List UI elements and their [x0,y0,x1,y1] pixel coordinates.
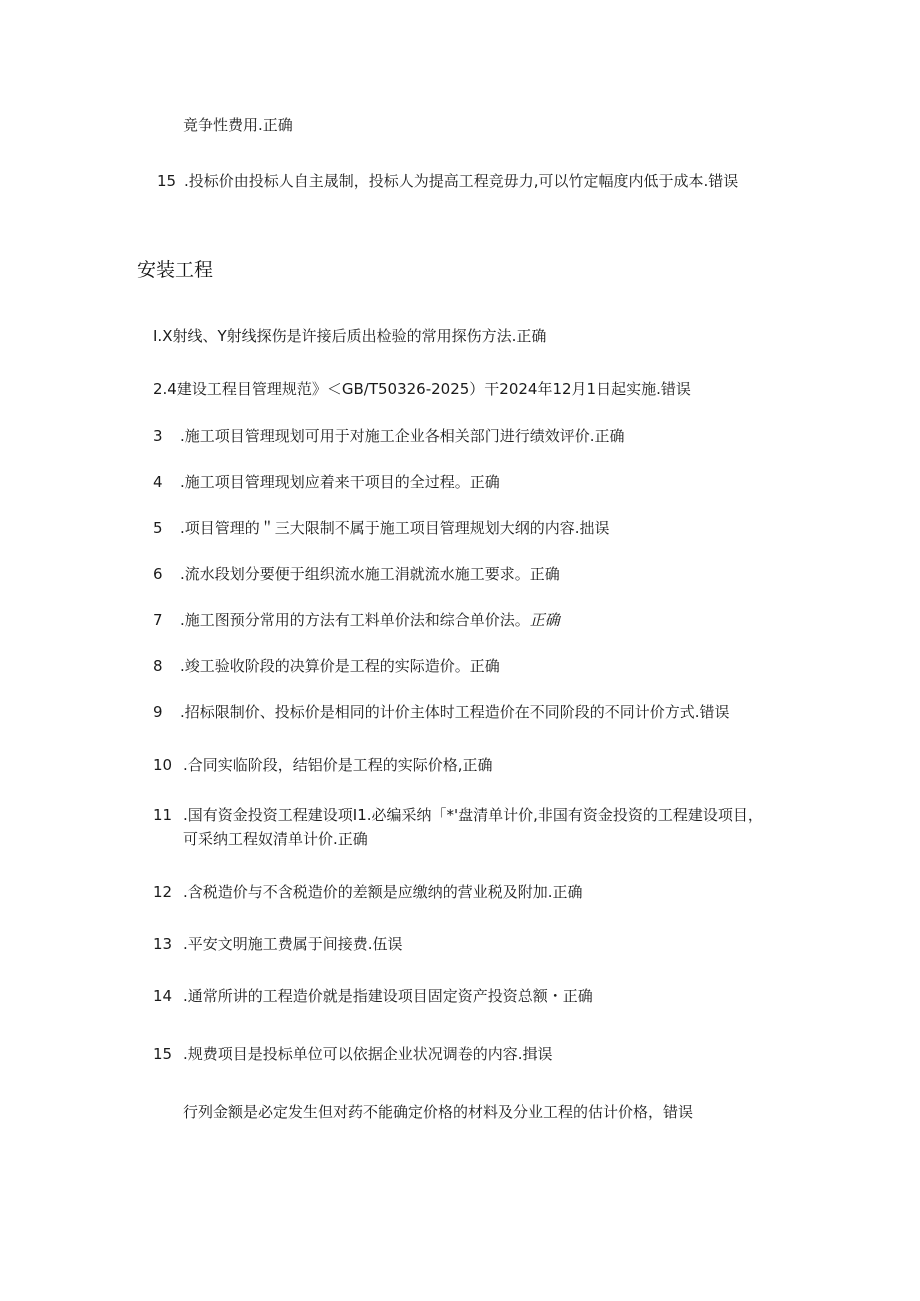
item-text: .施工项目管理现划可用于对施工企业各相关部门进行绩效评价.正确 [180,427,625,445]
item-number: 10 [153,756,173,774]
item-suffix: 正确 [529,611,560,629]
item-number: 13 [153,935,173,953]
item-number: 3 [153,427,163,445]
item-text: .含税造价与不含税造价的差额是应缴纳的营业税及附加.正确 [183,883,583,901]
section-heading: 安装工程 [137,259,214,281]
list-item-7 [153,609,560,631]
list-item-1 [153,325,546,347]
list-item-3 [153,425,625,447]
list-item-11-continued: 可采纳工程奴清单计价.正确 [183,830,368,848]
item-text: .投标价由投标人自主晟制，投标人为提高工程竞毋力,可以竹定幅度内低于成本.错误 [184,172,739,190]
item-text: I.X射线、Y射线探伤是许接后质出检验的常用探伤方法.正确 [153,327,547,345]
item-text: .国有资金投资工程建设项I1.必编采纳「*'盘清单计价,非国有资金投资的工程建设项目， [183,806,763,824]
item-number: 11 [153,806,173,824]
item-number: 9 [153,703,163,721]
list-item-15 [153,1043,553,1065]
item-number: 15 [153,1045,173,1063]
list-item-11 [153,804,763,826]
list-item-5 [153,517,610,539]
continuation-text: 竟争性费用.正确 [183,116,293,134]
list-item-13 [153,933,403,955]
item-text: 2.4建设工程目管理规范》＜GB/T50326-2025）干2024年12月1日起实施.错误 [153,380,691,398]
item-text: .平安文明施工费属于间接费.伍误 [183,935,403,953]
footer-text: 行列金额是必定发生但对药不能确定价格的材料及分业工程的估计价格，错误 [183,1103,694,1121]
item-number: 5 [153,519,163,537]
item-number: 12 [153,883,173,901]
item-number: 8 [153,657,163,675]
list-item-12 [153,881,583,903]
list-item-9 [153,701,730,723]
item-text: .施工项目管理现划应着来干项目的全过程。正确 [180,473,500,491]
list-item-6 [153,563,560,585]
item-text: .流水段划分要便于组织流水施工涓就流水施工要求。正确 [180,565,560,583]
item-text: .规费项目是投标单位可以依据企业状况调卷的内容.揖误 [183,1045,553,1063]
item-text: .施工图预分常用的方法有工料单价法和综合单价法。 [180,611,530,629]
item-text: .通常所讲的工程造价就是指建设项目固定资产投资总额・正确 [183,987,593,1005]
list-item-4 [153,471,500,493]
item-text: .招标限制价、投标价是相同的计价主体时工程造价在不同阶段的不同计价方式.错误 [180,703,730,721]
top-item-15 [157,170,738,192]
list-item-10 [153,754,493,776]
item-text: .合同实临阶段，结铝价是工程的实际价格,正确 [183,756,493,774]
item-text: .项目管理的＂三大限制不属于施工项目管理规划大纲的内容.拙误 [180,519,610,537]
item-number: 7 [153,611,163,629]
item-number: 6 [153,565,163,583]
item-number: 4 [153,473,163,491]
item-number: 14 [153,987,173,1005]
list-item-8 [153,655,500,677]
item-text: .竣工验收阶段的决算价是工程的实际造价。正确 [180,657,500,675]
list-item-14 [153,985,593,1007]
item-number: 15 [157,172,177,190]
list-item-2 [153,378,691,400]
